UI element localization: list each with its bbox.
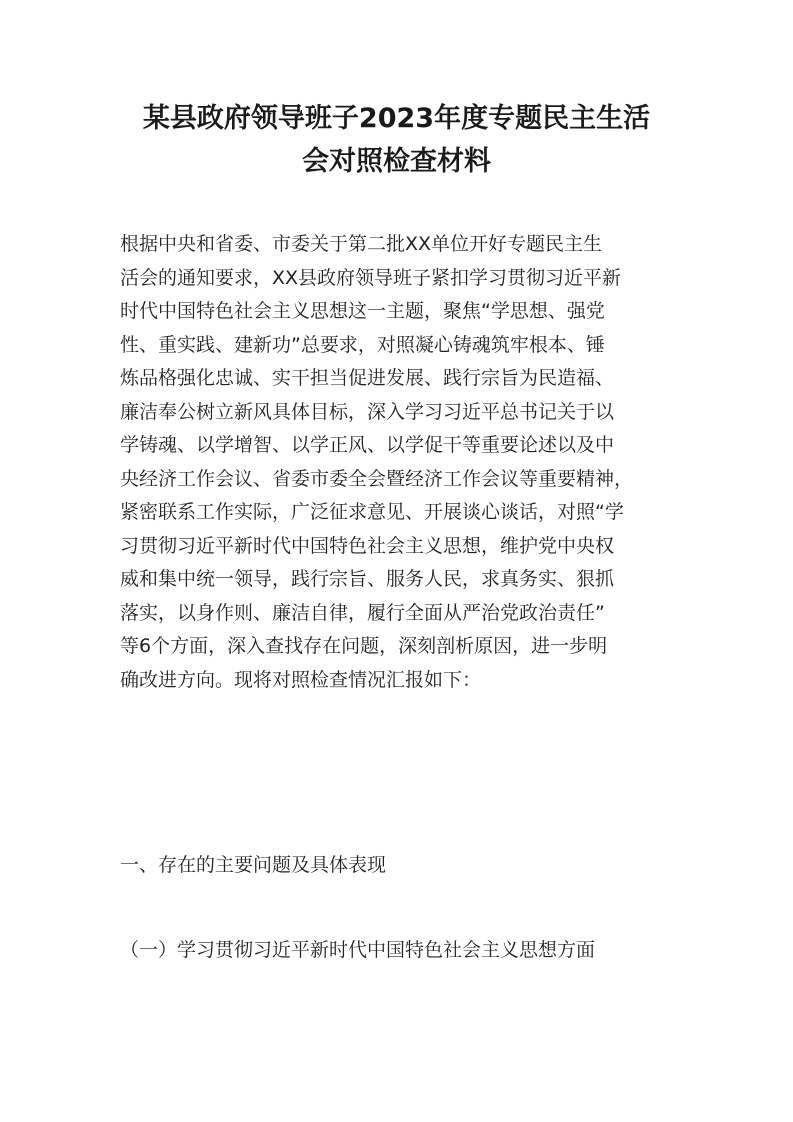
intro-line: 时代中国特色社会主义思想这一主题，聚焦“学思想、强党 (120, 300, 605, 322)
intro-line: 习贯彻习近平新时代中国特色社会主义思想，维护党中央权 (120, 534, 615, 557)
section-heading: 一、存在的主要问题及具体表现 (120, 854, 387, 876)
document-title-line-1: 某县政府领导班子2023年度专题民主生活 (142, 103, 651, 134)
intro-line: 活会的通知要求，XX县政府领导班子紧扣学习贯彻习近平新 (120, 266, 622, 289)
intro-line: 炼品格强化忠诚、实干担当促进发展、践行宗旨为民造福、 (120, 367, 615, 389)
intro-line: 根据中央和省委、市委关于第二批XX单位开好专题民主生 (120, 233, 603, 255)
intro-line: 央经济工作会议、省委市委全会暨经济工作会议等重要精神， (120, 467, 634, 490)
intro-line: 落实，以身作则、廉洁自律，履行全面从严治党政治责任” (120, 601, 605, 624)
intro-line: 廉洁奉公树立新风具体目标，深入学习习近平总书记关于以 (120, 400, 615, 423)
intro-paragraph (120, 228, 680, 697)
intro-line: 确改进方向。现将对照检查情况汇报如下： (120, 668, 482, 691)
intro-line: 紧密联系工作实际，广泛征求意见、开展谈心谈话，对照“学 (120, 501, 624, 523)
intro-line: 学铸魂、以学增智、以学正风、以学促干等重要论述以及中 (120, 434, 615, 456)
subsection-heading: （一）学习贯彻习近平新时代中国特色社会主义思想方面 (120, 939, 596, 961)
intro-line: 性、重实践、建新功”总要求，对照凝心铸魂筑牢根本、锤 (120, 333, 605, 356)
intro-line: 威和集中统一领导，践行宗旨、服务人民，求真务实、狠抓 (120, 568, 615, 590)
document-title-line-2: 会对照检查材料 (302, 146, 491, 177)
intro-line: 等6个方面，深入查找存在问题，深刻剖析原因，进一步明 (120, 635, 608, 657)
